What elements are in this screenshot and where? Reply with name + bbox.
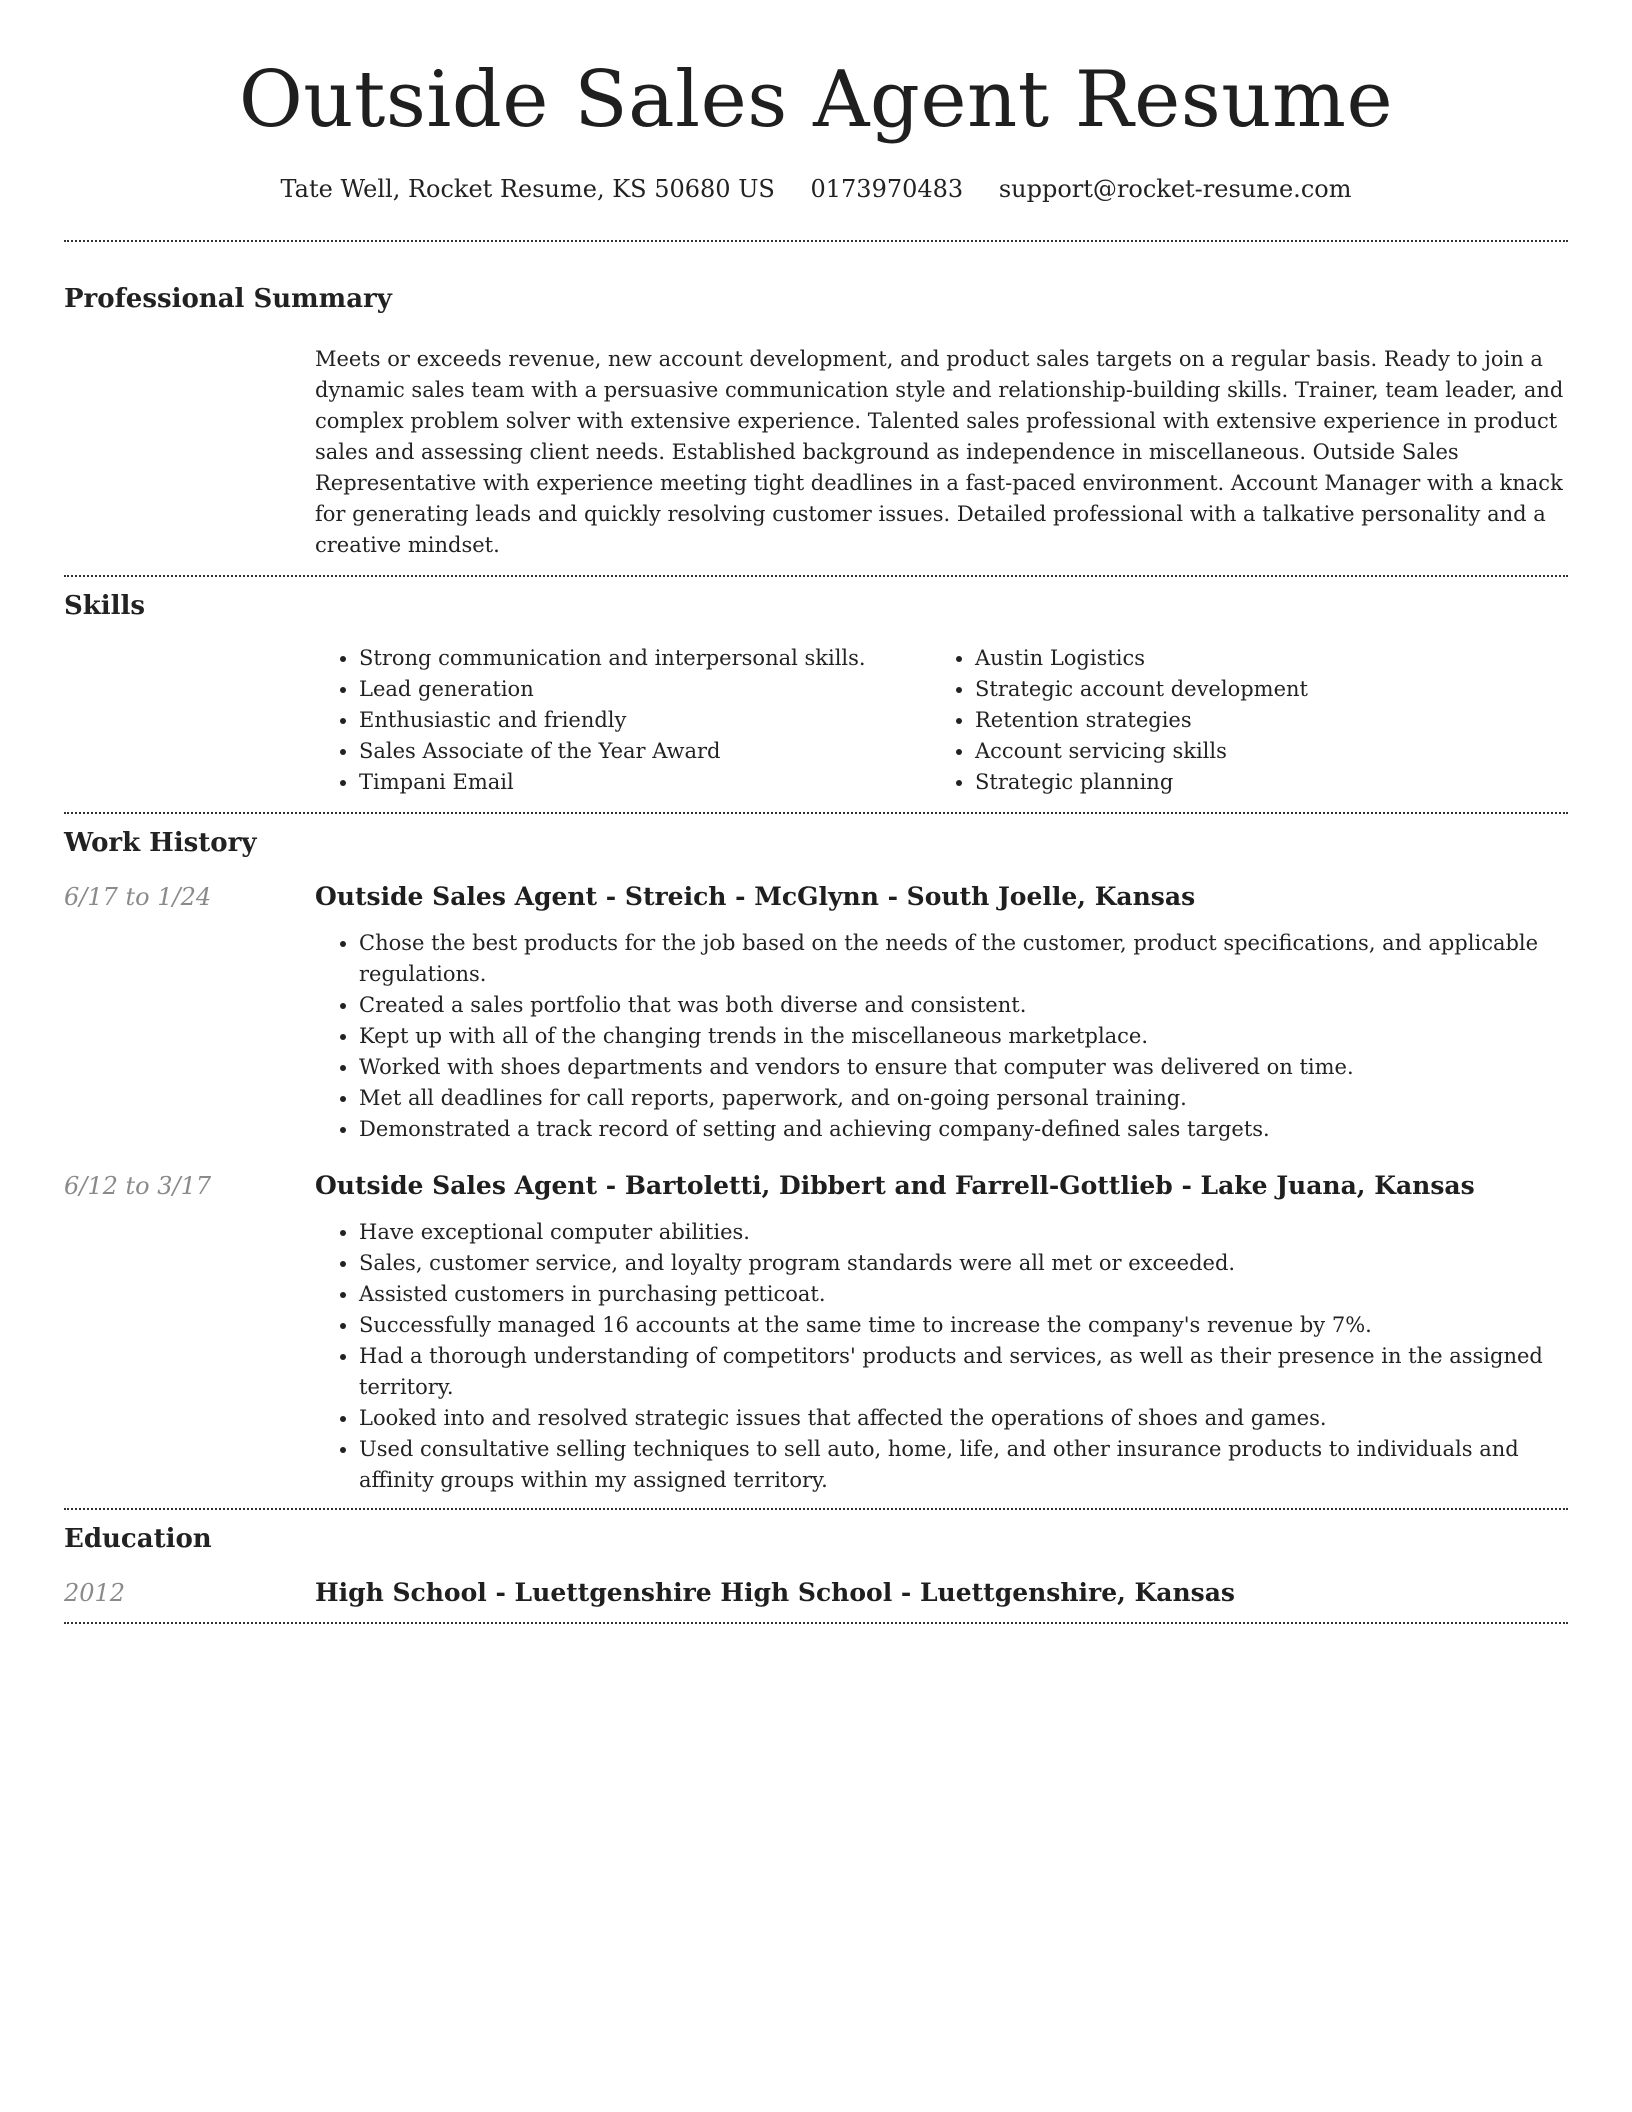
skill-item: • Lead generation: [359, 674, 931, 705]
summary-spacer: [64, 344, 315, 561]
skill-item: • Timpani Email: [359, 767, 931, 798]
skill-item: • Austin Logistics: [975, 643, 1547, 674]
skills-section: [64, 577, 1568, 812]
job-bullet: • Chose the best products for the job based on the needs of the customer, product specifications, and applicable regulations.: [359, 928, 1568, 990]
job-title: Outside Sales Agent - Streich - McGlynn - South Joelle, Kansas: [315, 882, 1196, 911]
skills-row: [64, 643, 1568, 812]
resume-page: [64, 0, 1568, 1624]
work-section: [64, 814, 1568, 1508]
job-bullet: • Have exceptional computer abilities.: [359, 1217, 1568, 1248]
job-entry: [64, 880, 1568, 1145]
education-content: [315, 1576, 1568, 1610]
skill-item: • Strong communication and interpersonal skills.: [359, 643, 931, 674]
summary-row: [64, 344, 1568, 575]
job-content: [315, 1169, 1568, 1496]
job-dates: 6/12 to 3/17: [64, 1172, 212, 1200]
summary-heading: Professional Summary: [64, 284, 392, 314]
skills-list-right: [931, 643, 1547, 798]
contact-phone: 0173970483: [810, 175, 964, 203]
summary-content: [315, 344, 1568, 561]
education-heading: Education: [64, 1524, 212, 1554]
job-bullet: • Successfully managed 16 accounts at the same time to increase the company's revenue by 7%.: [359, 1310, 1568, 1341]
job-bullet: • Looked into and resolved strategic issues that affected the operations of shoes and games.: [359, 1403, 1568, 1434]
job-entry: [64, 1169, 1568, 1496]
divider: [64, 1622, 1568, 1624]
education-section: [64, 1510, 1568, 1622]
job-bullet: • Worked with shoes departments and vendors to ensure that computer was delivered on time.: [359, 1052, 1568, 1083]
job-bullets: [315, 928, 1568, 1145]
work-heading: Work History: [64, 828, 257, 858]
contact-email: support@rocket-resume.com: [998, 175, 1352, 203]
job-bullet: • Met all deadlines for call reports, paperwork, and on-going personal training.: [359, 1083, 1568, 1114]
job-bullet: • Assisted customers in purchasing petticoat.: [359, 1279, 1568, 1310]
summary-text: Meets or exceeds revenue, new account development, and product sales targets on a regular basis. Ready to join a dynamic sales team with a persuasive communication style and relationship-building skills. Trainer, team leader, and complex problem solver with extensive experience. Talented sales professional with extensive experience in product sales and assessing client needs. Established background as independence in miscellaneous. Outside Sales Representative with experience meeting tight deadlines in a fast-paced environment. Account Manager with a knack for generating leads and quickly resolving customer issues. Detailed professional with a talkative personality and a creative mindset.: [315, 347, 1564, 557]
skills-columns: [315, 643, 1568, 798]
skills-list-left: [315, 643, 931, 798]
skills-heading: Skills: [64, 591, 146, 621]
job-bullet: • Sales, customer service, and loyalty program standards were all met or exceeded.: [359, 1248, 1568, 1279]
skill-item: • Strategic account development: [975, 674, 1547, 705]
resume-title: Outside Sales Agent Resume: [238, 55, 1394, 145]
skill-item: • Account servicing skills: [975, 736, 1547, 767]
job-bullet: • Created a sales portfolio that was both diverse and consistent.: [359, 990, 1568, 1021]
skill-item: • Strategic planning: [975, 767, 1547, 798]
job-bullet: • Had a thorough understanding of competitors' products and services, as well as their presence in the assigned territory.: [359, 1341, 1568, 1403]
skill-item: • Enthusiastic and friendly: [359, 705, 931, 736]
education-title: High School - Luettgenshire High School - Luettgenshire, Kansas: [315, 1578, 1235, 1607]
job-title: Outside Sales Agent - Bartoletti, Dibbert and Farrell-Gottlieb - Lake Juana, Kansas: [315, 1171, 1475, 1200]
summary-section: [64, 242, 1568, 575]
job-bullets: [315, 1217, 1568, 1496]
education-year: 2012: [64, 1579, 126, 1607]
skills-spacer: [64, 643, 315, 798]
job-content: [315, 880, 1568, 1145]
skill-item: • Sales Associate of the Year Award: [359, 736, 931, 767]
job-bullet: • Demonstrated a track record of setting and achieving company-defined sales targets.: [359, 1114, 1568, 1145]
job-bullet: • Kept up with all of the changing trends in the miscellaneous marketplace.: [359, 1021, 1568, 1052]
job-dates: 6/17 to 1/24: [64, 883, 212, 911]
education-entry: [64, 1576, 1568, 1622]
skill-item: • Retention strategies: [975, 705, 1547, 736]
contact-line: [64, 172, 1568, 206]
contact-address: Tate Well, Rocket Resume, KS 50680 US: [280, 175, 775, 203]
job-bullet: • Used consultative selling techniques to sell auto, home, life, and other insurance products to individuals and affinity groups within my assigned territory.: [359, 1434, 1568, 1496]
